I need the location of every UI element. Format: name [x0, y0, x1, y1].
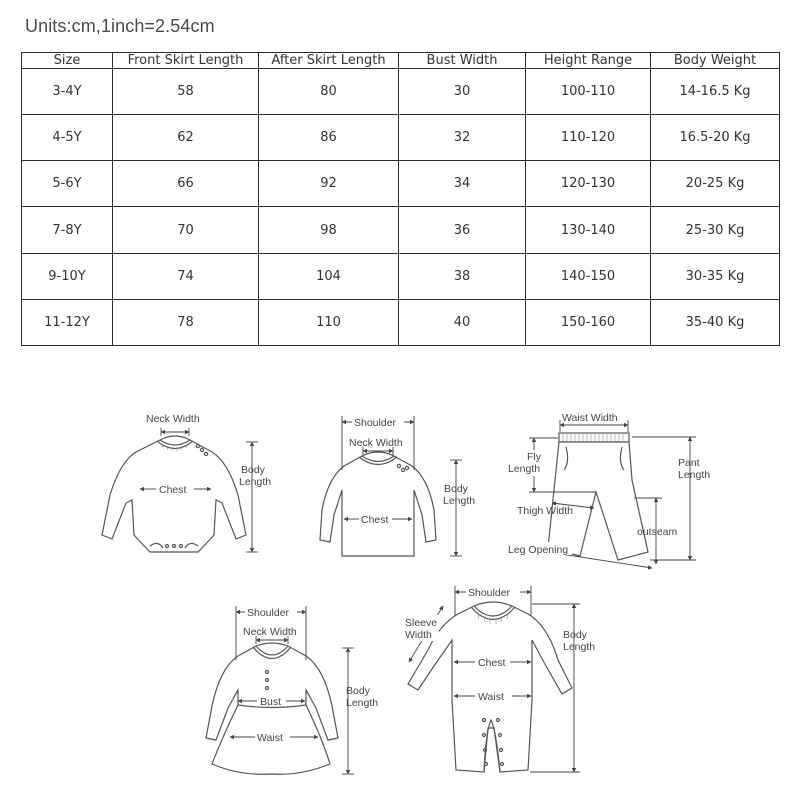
bodysuit-diagram — [102, 413, 271, 552]
dress-length-label: Length — [346, 697, 379, 709]
table-header-row — [22, 53, 780, 69]
cell-after-skirt-length: 80 — [259, 69, 399, 115]
pants-pant-length-label: Length — [678, 469, 711, 481]
sweater-diagram — [320, 415, 475, 556]
cell-bust-width: 32 — [399, 115, 526, 161]
romper-sleeve-label: Sleeve — [405, 617, 438, 629]
dress-bust-label: Bust — [260, 696, 282, 708]
romper-waist-label: Waist — [478, 691, 504, 703]
table-row — [22, 115, 780, 161]
dress-waist-label: Waist — [257, 732, 283, 744]
pants-thigh-width-label: Thigh Width — [517, 505, 574, 517]
cell-size: 9-10Y — [22, 253, 113, 299]
pants-diagram — [506, 412, 710, 568]
size-chart-table — [21, 52, 780, 346]
romper-diagram — [403, 585, 595, 772]
cell-after-skirt-length: 104 — [259, 253, 399, 299]
pants-waist-width-label: Waist Width — [562, 412, 618, 424]
table-row — [22, 161, 780, 207]
bodysuit-chest-label: Chest — [159, 484, 187, 496]
header-front-skirt-length: Front Skirt Length — [113, 53, 259, 69]
pants-pant-label: Pant — [678, 457, 700, 469]
dress-diagram — [206, 605, 378, 774]
cell-size: 11-12Y — [22, 299, 113, 345]
bodysuit-neck-width-label: Neck Width — [146, 413, 200, 425]
cell-body-weight: 14-16.5 Kg — [651, 69, 780, 115]
cell-front-skirt-length: 78 — [113, 299, 259, 345]
bodysuit-length-label: Length — [239, 476, 272, 488]
sweater-length-label: Length — [443, 495, 476, 507]
romper-length-label: Length — [563, 641, 596, 653]
cell-bust-width: 30 — [399, 69, 526, 115]
pants-outseam-label: outseam — [637, 526, 678, 538]
cell-bust-width: 40 — [399, 299, 526, 345]
cell-size: 4-5Y — [22, 115, 113, 161]
header-height-range: Height Range — [526, 53, 651, 69]
cell-bust-width: 38 — [399, 253, 526, 299]
header-after-skirt-length: After Skirt Length — [259, 53, 399, 69]
romper-body-label: Body — [563, 629, 587, 641]
cell-bust-width: 34 — [399, 161, 526, 207]
dress-shoulder-label: Shoulder — [247, 607, 290, 619]
cell-front-skirt-length: 74 — [113, 253, 259, 299]
romper-shoulder-label: Shoulder — [468, 587, 511, 599]
cell-after-skirt-length: 86 — [259, 115, 399, 161]
romper-width-label: Width — [405, 629, 432, 641]
cell-after-skirt-length: 92 — [259, 161, 399, 207]
cell-after-skirt-length: 110 — [259, 299, 399, 345]
cell-front-skirt-length: 62 — [113, 115, 259, 161]
cell-front-skirt-length: 66 — [113, 161, 259, 207]
cell-height-range: 130-140 — [526, 207, 651, 253]
cell-body-weight: 16.5-20 Kg — [651, 115, 780, 161]
bodysuit-body-label: Body — [241, 464, 265, 476]
cell-body-weight: 25-30 Kg — [651, 207, 780, 253]
cell-body-weight: 20-25 Kg — [651, 161, 780, 207]
header-bust-width: Bust Width — [399, 53, 526, 69]
cell-height-range: 100-110 — [526, 69, 651, 115]
table-row — [22, 207, 780, 253]
cell-height-range: 120-130 — [526, 161, 651, 207]
cell-size: 7-8Y — [22, 207, 113, 253]
sweater-neck-width-label: Neck Width — [349, 437, 403, 449]
cell-height-range: 150-160 — [526, 299, 651, 345]
pants-leg-opening-label: Leg Opening — [508, 544, 569, 556]
measurement-diagrams — [0, 370, 800, 800]
sweater-chest-label: Chest — [361, 514, 389, 526]
sweater-shoulder-label: Shoulder — [354, 417, 397, 429]
sweater-body-label: Body — [444, 483, 468, 495]
pants-fly-length-label: Length — [508, 463, 541, 475]
cell-after-skirt-length: 98 — [259, 207, 399, 253]
pants-fly-label: Fly — [527, 451, 541, 463]
cell-bust-width: 36 — [399, 207, 526, 253]
dress-body-label: Body — [346, 685, 370, 697]
cell-size: 3-4Y — [22, 69, 113, 115]
cell-size: 5-6Y — [22, 161, 113, 207]
header-body-weight: Body Weight — [651, 53, 780, 69]
units-note: Units:cm,1inch=2.54cm — [25, 16, 215, 36]
cell-front-skirt-length: 70 — [113, 207, 259, 253]
cell-height-range: 140-150 — [526, 253, 651, 299]
cell-body-weight: 35-40 Kg — [651, 299, 780, 345]
dress-neck-width-label: Neck Width — [243, 626, 297, 638]
table-row — [22, 253, 780, 299]
header-size: Size — [22, 53, 113, 69]
table-row — [22, 69, 780, 115]
cell-height-range: 110-120 — [526, 115, 651, 161]
table-row — [22, 299, 780, 345]
cell-body-weight: 30-35 Kg — [651, 253, 780, 299]
romper-chest-label: Chest — [478, 657, 506, 669]
cell-front-skirt-length: 58 — [113, 69, 259, 115]
